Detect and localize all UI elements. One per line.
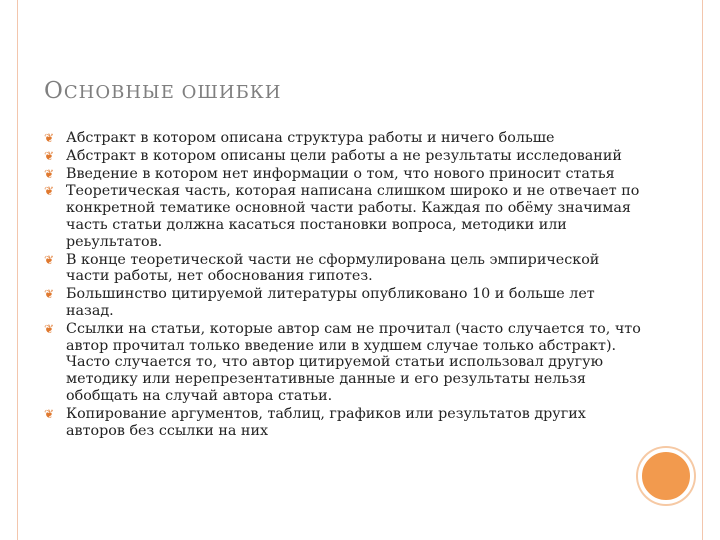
list-item-text: В конце теоретической части не сформулирована цель эмпирической части работы, нет обоснования гипотез. (66, 251, 600, 285)
list-item (44, 148, 644, 165)
list-item (44, 286, 644, 320)
bullet-icon: ❦ (44, 287, 55, 302)
slide-title (44, 78, 281, 104)
title-first-letter: О (44, 78, 64, 104)
list-item-text: Теоретическая часть, которая написана слишком широко и не отвечает по конкретной тематике основной части работы. Каждая по обёму значимая часть статьи должна касаться постановки вопроса, методики или реьультатов. (66, 183, 640, 250)
list-item (44, 406, 644, 440)
list-item (44, 321, 644, 405)
bullet-icon: ❦ (44, 184, 55, 199)
list-item (44, 166, 644, 183)
title-rest: СНОВНЫЕ ОШИБКИ (63, 82, 282, 103)
list-item-text: Большинство цитируемой литературы опубликовано 10 и больше лет назад. (66, 286, 595, 319)
bullet-icon: ❦ (44, 252, 55, 267)
list-item (44, 252, 644, 286)
error-list (44, 130, 644, 440)
orange-circle-decoration (638, 448, 694, 504)
list-item-text: Копирование аргументов, таблиц, графиков или результатов других авторов без ссылки на них (66, 405, 586, 439)
list-item (44, 183, 644, 250)
list-item-text: Введение в котором нет информации о том, что нового приносит статья (66, 165, 615, 182)
bullet-icon: ❦ (44, 166, 55, 181)
bullet-icon: ❦ (44, 321, 55, 336)
list-item (44, 130, 644, 147)
bullet-icon: ❦ (44, 406, 55, 421)
bullet-icon: ❦ (44, 148, 55, 163)
bullet-icon: ❦ (44, 131, 55, 145)
list-item-text: Ссылки на статьи, которые автор сам не прочитал (часто случается то, что автор прочитал только введение или в худшем случае только абстракт). Часто случается то, что автор цитируемой статьи использовал другую методику или нерепрезентативные данные и его результаты нельзя обобщать на случай автора статьи. (66, 320, 641, 404)
list-item-text: Абстракт в котором описана структура работы и ничего больше (66, 130, 555, 146)
list-item-text: Абстракт в котором описаны цели работы а не результаты исследований (66, 147, 622, 164)
